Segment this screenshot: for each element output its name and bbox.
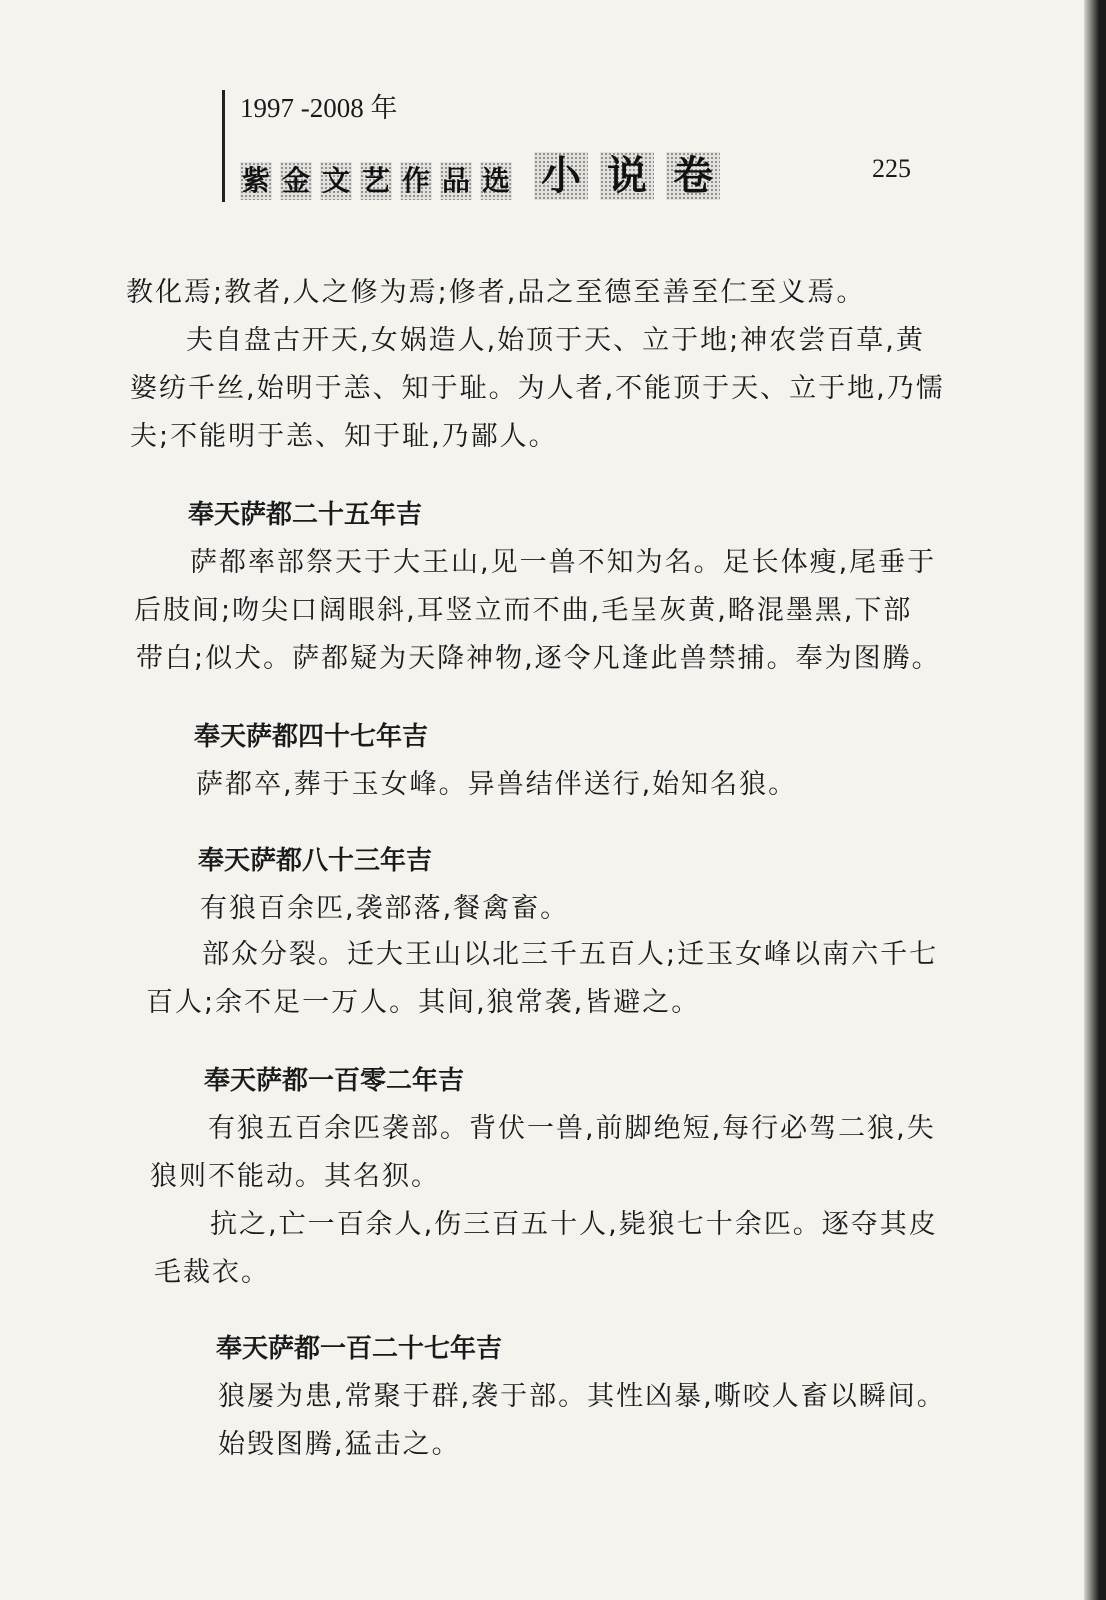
paragraph-line: 有狼百余匹,袭部落,餐禽畜。: [200, 893, 570, 924]
series-char: 作: [400, 162, 432, 200]
paragraph-line: 教化焉;教者,人之修为焉;修者,品之至德至善至仁至义焉。: [126, 277, 866, 308]
paragraph-line: 后肢间;吻尖口阔眼斜,耳竖立而不曲,毛呈灰黄,略混墨黑,下部: [134, 595, 913, 626]
paragraph-line: 始毁图腾,猛击之。: [218, 1429, 461, 1460]
section-heading: 奉天萨都一百二十七年吉: [216, 1334, 503, 1364]
scan-edge: [1084, 0, 1106, 1600]
series-char: 品: [440, 162, 472, 200]
paragraph-line: 萨都卒,葬于玉女峰。异兽结伴送行,始知名狼。: [196, 769, 798, 800]
paragraph-line: 萨都率部祭天于大王山,见一兽不知为名。足长体瘦,尾垂于: [190, 547, 937, 578]
series-char: 选: [480, 162, 512, 200]
paragraph-line: 抗之,亡一百余人,伤三百五十人,毙狼七十余匹。逐夺其皮: [210, 1209, 938, 1240]
section-heading: 奉天萨都二十五年吉: [188, 500, 423, 530]
header-rule: [222, 90, 225, 202]
series-title: [240, 152, 732, 200]
paragraph-line: 毛裁衣。: [154, 1257, 270, 1288]
series-char: 紫: [240, 162, 272, 200]
paragraph-line: 有狼五百余匹袭部。背伏一兽,前脚绝短,每行必驾二狼,失: [208, 1113, 936, 1144]
paragraph-line: 狼屡为患,常聚于群,袭于部。其性凶暴,嘶咬人畜以瞬间。: [218, 1381, 946, 1412]
series-char: 文: [320, 162, 352, 200]
paragraph-line: 百人;余不足一万人。其间,狼常袭,皆避之。: [146, 987, 701, 1018]
paragraph-line: 狼则不能动。其名狈。: [150, 1161, 440, 1192]
year-range-text: 1997 -2008: [240, 93, 364, 123]
paragraph-line: 带白;似犬。萨都疑为天降神物,逐令凡逢此兽禁捕。奉为图腾。: [136, 643, 941, 674]
series-char: 金: [280, 162, 312, 200]
volume-char: 卷: [666, 152, 720, 200]
paragraph-line: 夫自盘古开天,女娲造人,始顶于天、立于地;神农尝百草,黄: [186, 325, 925, 356]
paragraph-line: 夫;不能明于恙、知于耻,乃鄙人。: [130, 421, 558, 452]
series-char: 艺: [360, 162, 392, 200]
paragraph-line: 婆纺千丝,始明于恙、知于耻。为人者,不能顶于天、立于地,乃懦: [130, 373, 945, 404]
year-suffix: 年: [370, 93, 398, 124]
volume-char: 小: [534, 152, 588, 200]
year-range: [240, 86, 398, 125]
section-heading: 奉天萨都一百零二年吉: [204, 1066, 465, 1096]
volume-char: 说: [600, 152, 654, 200]
section-heading: 奉天萨都四十七年吉: [194, 722, 429, 752]
page-number: 225: [872, 154, 911, 183]
paragraph-line: 部众分裂。迁大王山以北三千五百人;迁玉女峰以南六千七: [202, 939, 939, 970]
section-heading: 奉天萨都八十三年吉: [198, 846, 433, 876]
